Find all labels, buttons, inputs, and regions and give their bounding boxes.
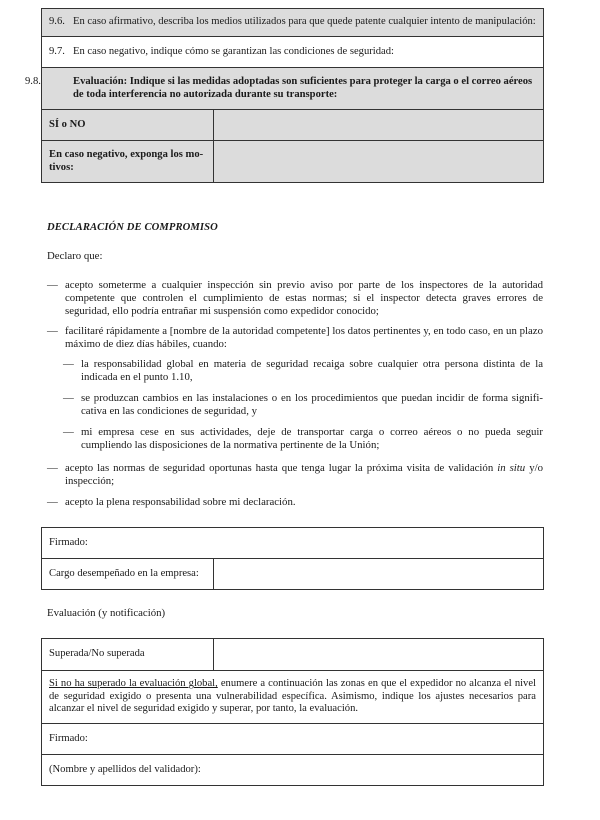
row-result <box>42 639 544 671</box>
item-text: facilitaré rápidamente a [nombre de la autoridad competente] los datos pertinentes y, en todo caso, en un plazo máximo de diez días hábiles, cuando: <box>65 325 543 350</box>
question-text: En caso negativo, indique cómo se garantizan las condiciones de seguridad: <box>73 45 394 57</box>
subitem-text: mi empresa cese en sus actividades, deje de transportar carga o correo aéreos o no pueda seguir cumpliendo las disposiciones de la normativa pertinente de la Unión; <box>81 426 543 451</box>
row-9-8 <box>42 68 544 110</box>
dash-marker: — <box>47 496 58 508</box>
failed-text: enumere a continuación las zonas en que el expedidor no alcanza el nivel de seguridad exigido o presenta una vulnerabilidad específica. Asimismo, indique los ajustes necesarios para alcanzar el nivel de seguridad exigido y superar, por tanto, la evaluación. <box>49 678 536 715</box>
question-9-6[interactable] <box>42 9 544 37</box>
declaration-title: DECLARACIÓN DE COMPROMISO <box>47 222 218 233</box>
dash-marker: — <box>47 325 58 337</box>
dash-marker: — <box>63 358 74 370</box>
signed-field[interactable] <box>42 528 544 559</box>
row-reasons <box>42 141 544 183</box>
position-label: Cargo desempeñado en la empresa: <box>42 559 214 590</box>
declaration-intro: Declaro que: <box>47 250 103 262</box>
dash-marker: — <box>63 392 74 404</box>
item-italic: in situ <box>497 462 526 474</box>
item-text: acepto la plena responsabilidad sobre mi declaración. <box>65 496 296 508</box>
yes-no-field[interactable] <box>214 110 544 141</box>
validator-field[interactable] <box>42 755 544 786</box>
evaluation-title: Evaluación (y notificación) <box>47 607 166 619</box>
declaration-item-3 <box>47 462 544 488</box>
dash-marker: — <box>47 279 58 291</box>
row-yes-no <box>42 110 544 141</box>
dash-marker: — <box>63 426 74 438</box>
failed-underlined-text: Si no ha superado la evaluación global, <box>49 678 218 690</box>
question-text: Evaluación: Indique si las medidas adoptadas son suficientes para proteger la carga o el correo aéreos de toda interferencia no autorizada durante su transporte: <box>73 76 533 100</box>
row-eval-signed <box>42 724 544 755</box>
declaration-item-1 <box>47 279 543 318</box>
signed-label: Firmado: <box>49 536 88 548</box>
validator-label: (Nombre y apellidos del validador): <box>49 763 201 775</box>
question-9-8 <box>25 68 544 110</box>
signature-table <box>41 527 544 590</box>
question-text: En caso afirmativo, describa los medios utilizados para que quede patente cualquier intento de manipulación: <box>73 16 536 28</box>
row-9-6 <box>42 9 544 37</box>
declaration-item-4 <box>47 496 543 509</box>
dash-marker: — <box>47 462 58 474</box>
yes-no-label: SÍ o NO <box>42 110 214 141</box>
reasons-field[interactable] <box>214 141 544 183</box>
row-validator <box>42 755 544 786</box>
item-text: acepto someterme a cualquier inspección sin previo aviso por parte de los inspectores de la autoridad competente que controlen el cumplimiento de estas normas; si el inspector detecta graves errores de seguridad, ello podría entrañar mi suspensión como expedidor conocido; <box>65 279 543 317</box>
question-number: 9.6. <box>49 16 65 28</box>
subitem-text: se produzcan cambios en las instalaciones o en los procedimientos que puedan incidir de forma signifi-cativa en las condiciones de seguridad, y <box>81 392 543 417</box>
item-text: acepto las normas de seguridad oportunas hasta que tenga lugar la próxima visita de validación <box>65 462 494 474</box>
question-number: 9.8. <box>25 76 41 87</box>
row-9-7 <box>42 37 544 68</box>
declaration-item-2 <box>47 325 543 351</box>
section9-table <box>25 8 544 183</box>
failed-notes-field[interactable] <box>42 671 544 724</box>
result-label: Superada/No superada <box>42 639 214 671</box>
row-position <box>42 559 544 590</box>
declaration-subitem-2 <box>63 392 543 418</box>
eval-signed-field[interactable] <box>42 724 544 755</box>
eval-signed-label: Firmado: <box>49 732 88 744</box>
declaration-subitem-1 <box>63 358 543 384</box>
item-tail: y/o inspección; <box>65 462 544 487</box>
row-signed <box>42 528 544 559</box>
question-9-7[interactable] <box>42 37 544 68</box>
subitem-text: la responsabilidad global en materia de seguridad recaiga sobre cualquier otra persona distinta de la indicada en el punto 1.10, <box>81 358 543 383</box>
result-field[interactable] <box>214 639 544 671</box>
evaluation-table <box>41 638 544 786</box>
declaration-subitem-3 <box>63 426 543 452</box>
reasons-label: En caso negativo, exponga los mo-tivos: <box>42 141 214 183</box>
row-failed-notes <box>42 671 544 724</box>
question-number: 9.7. <box>49 45 65 57</box>
position-field[interactable] <box>214 559 544 590</box>
